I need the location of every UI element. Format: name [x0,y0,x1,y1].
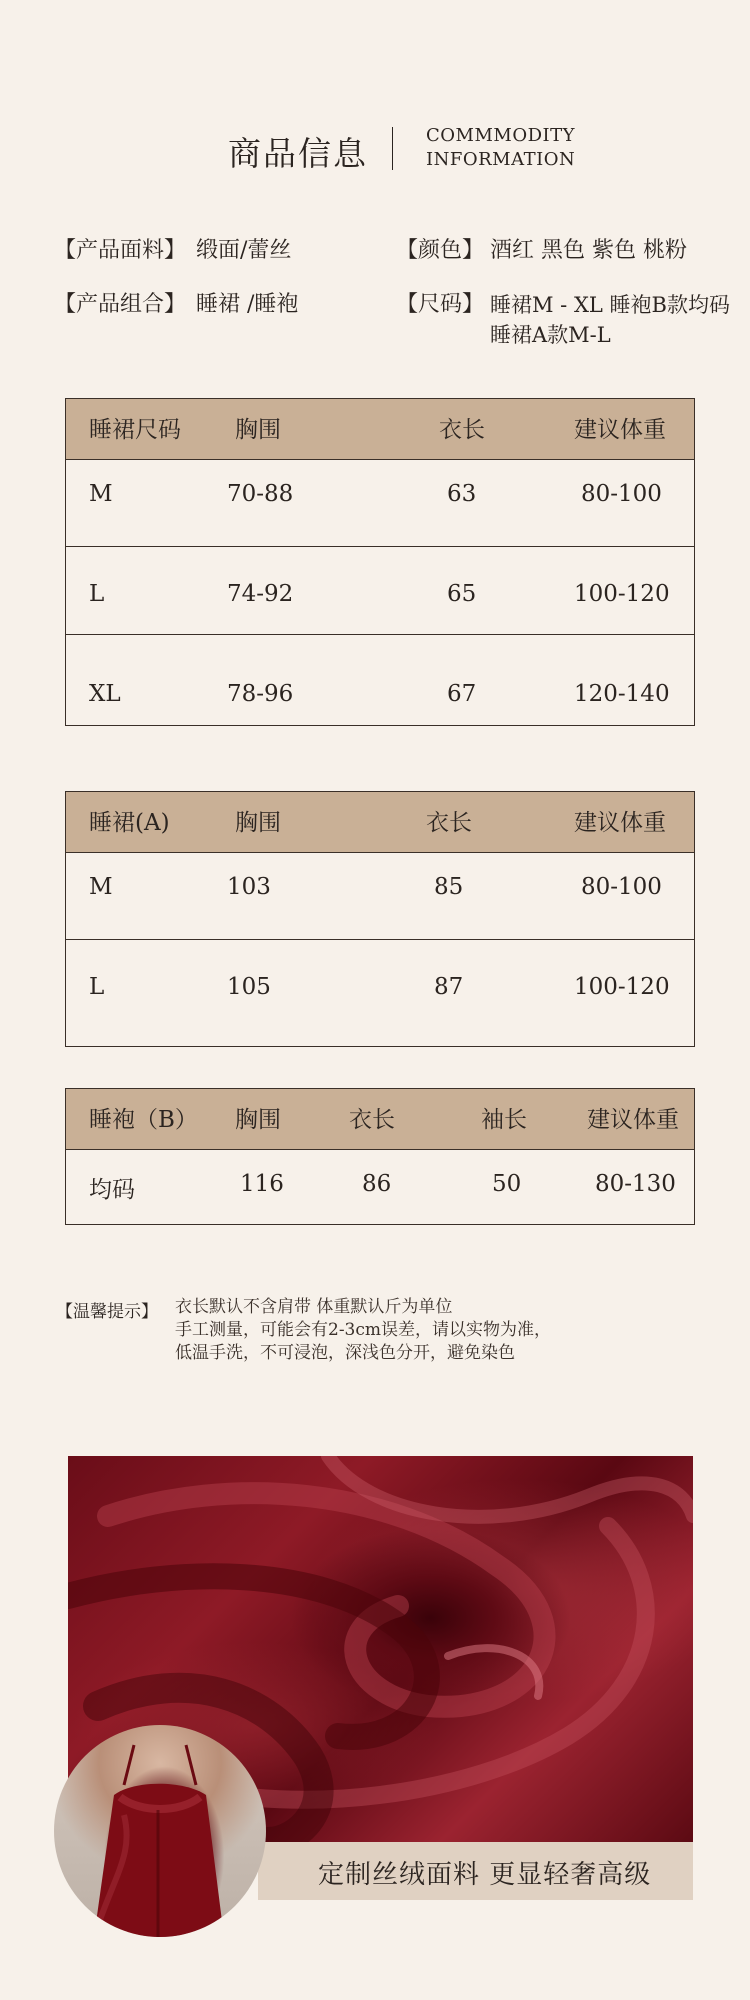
table-cell: 103 [227,874,271,900]
size-table-nightdress [65,398,695,726]
size-label: 【尺码】 [396,292,485,317]
table-cell: 50 [492,1171,522,1197]
nightdress-figure [54,1725,266,1937]
table-header-cell: 睡裙尺码 [89,417,181,443]
table-cell: 80-130 [595,1171,676,1197]
notes-line: 手工测量，可能会有2-3cm误差，请以实物为准， [175,1320,552,1340]
combo-label: 【产品组合】 [54,292,187,317]
title-en-line1: COMMMODITY [426,125,576,146]
size-value-line1: 睡裙M - XL 睡袍B款均码 [490,293,730,317]
table-cell: 67 [447,681,477,707]
table-header-cell: 袖长 [481,1107,527,1133]
table-cell: 100-120 [574,581,670,607]
page-title-english [426,124,575,172]
table-cell: 105 [227,974,271,1000]
table-cell: 85 [434,874,464,900]
table-cell: 80-100 [581,481,662,507]
row-divider [66,939,694,940]
size-value-line2: 睡裙A款M-L [490,323,611,347]
table-cell: 70-88 [227,481,294,507]
table-header-cell: 睡裙(A) [89,810,170,836]
table-cell: 78-96 [227,681,294,707]
combo-value: 睡裙 /睡袍 [196,292,299,317]
table-cell: L [89,974,105,1000]
fabric-label: 【产品面料】 [54,238,187,263]
table-header-cell: 胸围 [235,417,281,443]
page-title: 商品信息 [228,134,368,173]
table-cell: 均码 [89,1177,135,1203]
size-table-nightdress-a [65,791,695,1047]
title-divider [392,127,393,170]
table-cell: 86 [362,1171,392,1197]
table-cell: 116 [240,1171,284,1197]
table-cell: XL [89,681,121,707]
table-header-cell: 建议体重 [574,810,666,836]
table-cell: 120-140 [574,681,670,707]
table-header-cell: 衣长 [426,810,472,836]
table-header-cell: 衣长 [439,417,485,443]
table-cell: M [89,874,113,900]
table-cell: 100-120 [574,974,670,1000]
table-header-cell: 建议体重 [587,1107,679,1133]
model-photo [54,1725,266,1937]
table-header-cell: 建议体重 [574,417,666,443]
color-label: 【颜色】 [396,238,485,263]
notes-line: 衣长默认不含肩带 体重默认斤为单位 [175,1297,453,1317]
table-header-cell: 睡袍（B） [89,1107,198,1133]
title-en-line2: INFORMATION [426,149,576,170]
table-cell: 80-100 [581,874,662,900]
fabric-value: 缎面/蕾丝 [196,238,292,263]
notes-line: 低温手洗，不可浸泡，深浅色分开，避免染色 [175,1343,515,1363]
size-table-robe-b [65,1088,695,1225]
row-divider [66,634,694,635]
table-header-cell: 胸围 [235,810,281,836]
fabric-caption: 定制丝绒面料 更显轻奢高级 [318,1860,652,1890]
table-header-cell: 胸围 [235,1107,281,1133]
table-cell: 74-92 [227,581,294,607]
table-cell: 65 [447,581,477,607]
table-cell: 63 [447,481,477,507]
notes-label: 【温馨提示】 [56,1302,158,1322]
row-divider [66,546,694,547]
color-value: 酒红 黑色 紫色 桃粉 [490,238,687,263]
table-cell: M [89,481,113,507]
table-cell: 87 [434,974,464,1000]
table-cell: L [89,581,105,607]
table-header-cell: 衣长 [349,1107,395,1133]
